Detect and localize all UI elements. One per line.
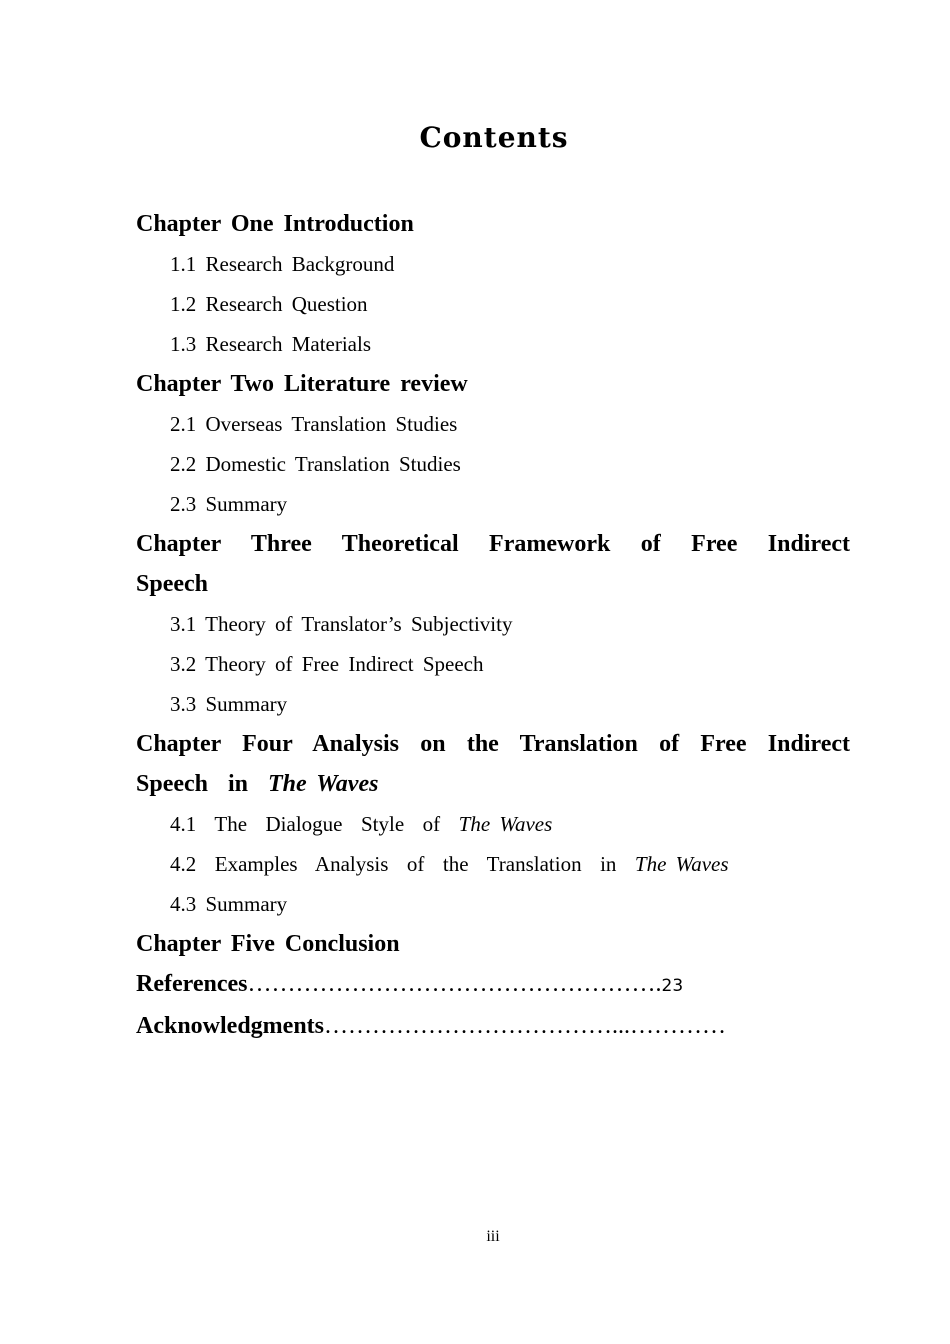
toc-acknowledgments-label: Acknowledgments: [136, 1013, 325, 1039]
page-title: Contents: [419, 121, 569, 154]
toc-chapter-five[interactable]: Chapter Five Conclusion: [136, 931, 400, 957]
toc-chapter-three[interactable]: [136, 524, 850, 604]
toc-section-1-1[interactable]: 1.1 Research Background: [170, 252, 395, 276]
toc-chapter-four-line2-italic: The Waves: [268, 771, 379, 797]
toc-section-3-3[interactable]: 3.3 Summary: [170, 692, 288, 716]
toc-references-label: References: [136, 971, 248, 997]
toc-section-3-1[interactable]: 3.1 Theory of Translator’s Subjectivity: [170, 612, 513, 636]
toc-chapter-four-line1: Chapter Four Analysis on the Translation of Free Indirect: [136, 731, 850, 757]
toc-references[interactable]: [136, 964, 850, 1006]
toc-section-4-3[interactable]: 4.3 Summary: [170, 892, 288, 916]
toc-references-page: 23: [661, 976, 684, 996]
toc-chapter-four-line2-prefix: Speech in: [136, 771, 269, 797]
toc-chapter-four-line2: [136, 764, 850, 804]
toc-section-4-1[interactable]: [136, 804, 850, 844]
toc-acknowledgments[interactable]: [136, 1006, 850, 1046]
table-of-contents: [136, 204, 850, 1046]
toc-section-1-2[interactable]: 1.2 Research Question: [170, 292, 368, 316]
toc-section-4-2-italic: The Waves: [634, 852, 729, 876]
toc-section-2-2[interactable]: 2.2 Domestic Translation Studies: [170, 452, 461, 476]
toc-chapter-three-line2: Speech: [136, 571, 208, 597]
toc-chapter-four[interactable]: [136, 724, 850, 804]
toc-section-1-3[interactable]: 1.3 Research Materials: [170, 332, 372, 356]
toc-acknowledgments-leader: ………………………………...…………: [324, 1013, 727, 1039]
toc-chapter-two[interactable]: Chapter Two Literature review: [136, 371, 468, 397]
toc-references-leader: …………………………………………….: [247, 971, 662, 997]
toc-section-2-1[interactable]: 2.1 Overseas Translation Studies: [170, 412, 458, 436]
toc-chapter-three-line1: Chapter Three Theoretical Framework of Free Indirect: [136, 531, 850, 557]
toc-section-3-2[interactable]: 3.2 Theory of Free Indirect Speech: [170, 652, 484, 676]
page-number-footer: iii: [486, 1228, 500, 1245]
toc-section-4-1-italic: The Waves: [458, 812, 553, 836]
toc-section-2-3[interactable]: 2.3 Summary: [170, 492, 288, 516]
toc-chapter-one[interactable]: Chapter One Introduction: [136, 211, 414, 237]
toc-section-4-2[interactable]: [136, 844, 850, 884]
toc-section-4-1-prefix: 4.1 The Dialogue Style of: [170, 812, 459, 836]
toc-section-4-2-prefix: 4.2 Examples Analysis of the Translation in: [170, 852, 635, 876]
